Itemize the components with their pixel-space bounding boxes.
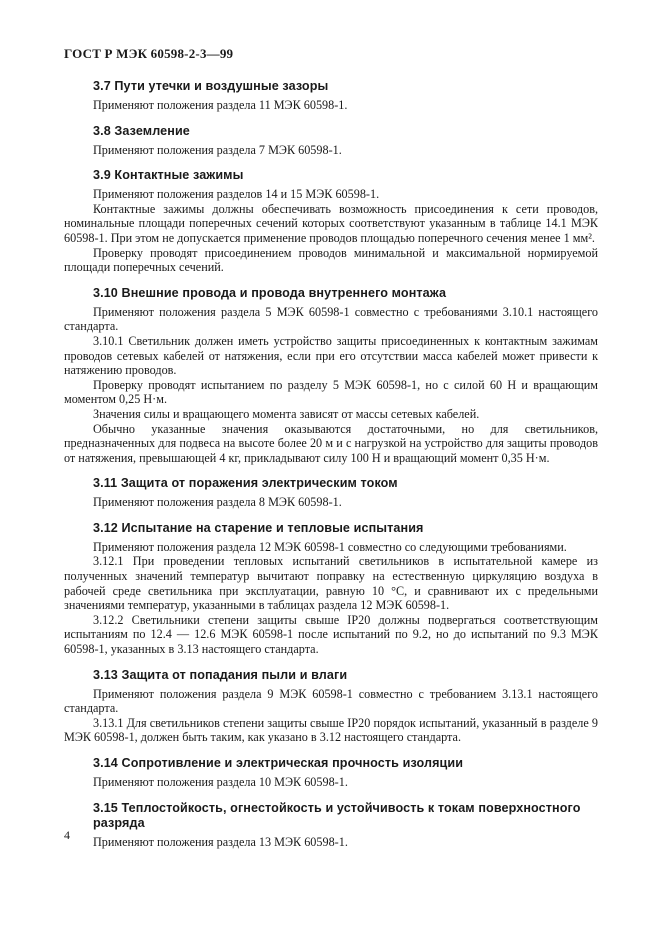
page-number: 4 xyxy=(64,828,70,842)
section-heading: 3.9 Контактные зажимы xyxy=(93,168,244,183)
paragraph: Проверку проводят присоединением проводов минимальной и максимальной нормируемой площади поперечных сечений. xyxy=(64,245,598,275)
section-heading: 3.14 Сопротивление и электрическая прочность изоляции xyxy=(93,756,464,770)
section-heading: 3.11 Защита от поражения электрическим током xyxy=(93,476,398,491)
paragraph: 3.12.1 При проведении тепловых испытаний светильников в испытательной камере из полученных значений температур вычитают поправку на естественную циркуляцию воздуха в рабочей среде светильника при эксплуатации, равную 10 °С, и сравнивают их с предельными значениями температур, указанными в таблицах раздела 12 МЭК 60598-1. xyxy=(64,554,598,613)
section-heading: 3.10 Внешние провода и провода внутреннего монтажа xyxy=(93,285,447,300)
paragraph: Применяют положения раздела 5 МЭК 60598-1 совместно с требованиями 3.10.1 настоящего стандарта. xyxy=(64,304,598,334)
section-heading: 3.15 Теплостойкость, огнестойкость и устойчивость к токам поверхностного разряда xyxy=(93,800,581,830)
section xyxy=(64,286,598,466)
paragraph: 3.13.1 Для светильников степени защиты свыше IP20 порядок испытаний, указанный в разделе 9 МЭК 60598-1, должен быть таким, как указано в 3.12 настоящего стандарта. xyxy=(64,715,598,745)
section xyxy=(64,124,598,158)
section-heading: 3.7 Пути утечки и воздушные зазоры xyxy=(93,79,329,93)
paragraph: Применяют положения раздела 13 МЭК 60598-1. xyxy=(93,834,348,849)
paragraph: Проверку проводят испытанием по разделу 5 МЭК 60598-1, но с силой 60 Н и вращающим моментом 0,25 Н·м. xyxy=(64,377,598,407)
paragraph: Обычно указанные значения оказываются достаточными, но для светильников, предназначенных для подвеса на высоте более 20 м и с нагрузкой на устройство для защиты проводов от натяжения, превышающей 4 кг, прикладывают силу 100 Н и вращающий момент 0,35 Н·м. xyxy=(64,421,598,465)
paragraph: Применяют положения раздела 12 МЭК 60598-1 совместно со следующими требованиями. xyxy=(93,539,567,554)
document-body xyxy=(64,79,598,860)
section xyxy=(64,79,598,113)
section xyxy=(64,476,598,510)
section-heading: 3.13 Защита от попадания пыли и влаги xyxy=(93,667,348,682)
paragraph: Применяют положения раздела 11 МЭК 60598-1. xyxy=(93,98,348,112)
paragraph: Применяют положения раздела 10 МЭК 60598-1. xyxy=(93,775,348,789)
paragraph: Значения силы и вращающего момента зависят от массы сетевых кабелей. xyxy=(93,406,480,421)
paragraph: Применяют положения раздела 7 МЭК 60598-1. xyxy=(93,142,342,157)
section-heading: 3.12 Испытание на старение и тепловые испытания xyxy=(93,520,424,535)
paragraph: Контактные зажимы должны обеспечивать возможность присоединения к сети проводов, номинальные площади поперечных сечений которых соответствуют указанным в таблице 14.1 МЭК 60598-1. При этом не допускается применение проводов площадью поперечного сечения менее 1 мм². xyxy=(64,201,598,245)
section xyxy=(64,168,598,275)
section xyxy=(64,668,598,745)
section xyxy=(64,756,598,790)
paragraph: 3.10.1 Светильник должен иметь устройство защиты присоединенных к контактным зажимам проводов сетевых кабелей от натяжения, если при его отсутствии масса кабелей может привести к натяжению проводов. xyxy=(64,333,598,378)
paragraph: 3.12.2 Светильники степени защиты свыше IP20 должны подвергаться соответствующим испытаниям по 12.4 — 12.6 МЭК 60598-1 после испытаний по 9.2, но до испытаний по 9.3 МЭК 60598-1, указанных в 3.13 настоящего стандарта. xyxy=(64,612,598,657)
document-header: ГОСТ Р МЭК 60598-2-3—99 xyxy=(64,46,234,61)
paragraph: Применяют положения раздела 8 МЭК 60598-1. xyxy=(93,495,342,510)
section xyxy=(64,521,598,657)
section-heading: 3.8 Заземление xyxy=(93,123,190,138)
section xyxy=(64,801,598,850)
paragraph: Применяют положения разделов 14 и 15 МЭК 60598-1. xyxy=(93,187,380,202)
paragraph: Применяют положения раздела 9 МЭК 60598-1 совместно с требованием 3.13.1 настоящего стандарта. xyxy=(64,686,598,716)
